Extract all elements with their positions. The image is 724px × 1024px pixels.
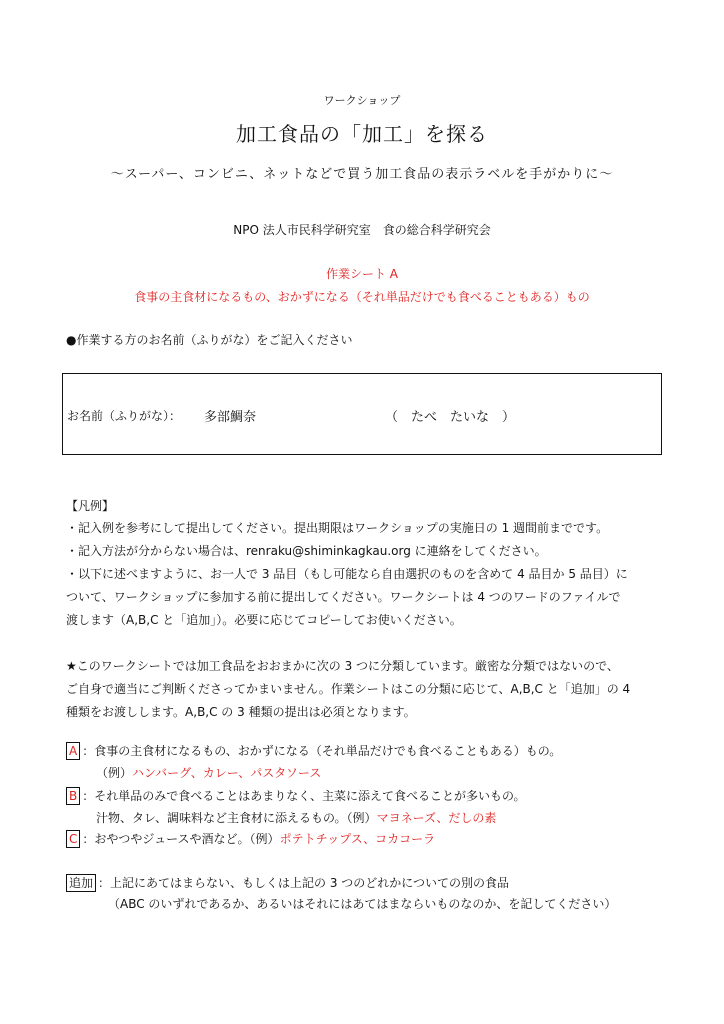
category-a-text: ：食事の主食材になるもの、おかずになる（それ単品だけでも食べることもある）もの。 xyxy=(82,744,562,758)
category-b-line2: 汁物、タレ、調味料など主食材に添えるもの。（例） xyxy=(96,811,377,825)
workshop-kicker: ワークショップ xyxy=(323,94,401,107)
name-box xyxy=(62,373,662,455)
category-extra-text: ：上記にあてはまらない、もしくは上記の 3 つのどれかについての別の食品 xyxy=(98,876,510,890)
classification-line: ★このワークシートでは加工食品をおおまかに次の 3 つに分類しています。厳密な分類ではないので、 xyxy=(66,659,619,673)
category-a-example-items: ハンバーグ、カレー、パスタソース xyxy=(132,766,322,780)
category-b xyxy=(66,786,526,806)
legend-line: ・記入例を参考にして提出してください。提出期限はワークショップの実施日の 1 週間前までです。 xyxy=(66,521,609,535)
name-label: お名前（ふりがな）： xyxy=(67,409,182,423)
category-c-example-items: ポテトチップス、コカコーラ xyxy=(279,832,436,846)
sheet-name: 作業シート A xyxy=(325,267,399,281)
category-c-tag: C xyxy=(66,830,80,848)
legend-heading: 【凡例】 xyxy=(66,499,115,513)
furigana-value[interactable]: （ たべ たいな ） xyxy=(385,410,516,425)
category-a-tag: A xyxy=(66,742,80,760)
category-extra-note: （ABC のいずれであるか、あるいはそれにはあてはまならいものなのか、を記してください） xyxy=(108,897,617,911)
category-a-example xyxy=(96,763,321,783)
page-subtitle: ～スーパー、コンビニ、ネットなどで買う加工食品の表示ラベルを手がかりに～ xyxy=(110,167,614,182)
legend-line: ついて、ワークショップに参加する前に提出してください。ワークシートは 4 つのワードのファイルで xyxy=(66,590,621,604)
organizer: NPO 法人市民科学研究室 食の総合科学研究会 xyxy=(233,223,491,237)
category-b-example xyxy=(96,808,496,828)
example-prefix: （例） xyxy=(96,766,133,780)
classification-line: 種類をお渡しします。A,B,C の 3 種類の提出は必須となります。 xyxy=(66,705,416,719)
name-value[interactable]: 多部鯛奈 xyxy=(204,410,257,425)
classification-line: ご自身で適当にご判断くださってかまいません。作業シートはこの分類に応じて、A,B,C と「追加」の 4 xyxy=(66,682,631,696)
legend-line: ・記入方法が分からない場合は、renraku@shiminkagkau.org に連絡をしてください。 xyxy=(66,544,547,558)
category-b-example-items: マヨネーズ、だしの素 xyxy=(376,811,497,825)
category-a xyxy=(66,741,561,761)
category-c xyxy=(66,829,435,849)
legend-line: ・以下に述べますように、お一人で 3 品目（もし可能なら自由選択のものを含めて 4 品目か 5 品目）に xyxy=(66,567,628,581)
category-b-text: ：それ単品のみで食べることはあまりなく、主菜に添えて食べることが多いもの。 xyxy=(82,789,526,803)
page-title: 加工食品の「加工」を探る xyxy=(236,122,488,146)
category-extra-tag: 追加 xyxy=(66,874,96,892)
category-extra xyxy=(66,873,509,893)
category-b-tag: B xyxy=(66,787,80,805)
category-c-text: ：おやつやジュースや酒など。（例） xyxy=(82,832,280,846)
sheet-description: 食事の主食材になるもの、おかずになる（それ単品だけでも食べることもある）もの xyxy=(134,290,590,304)
legend-line: 渡します（A,B,C と「追加」）。必要に応じてコピーしてお使いください。 xyxy=(66,613,462,627)
name-instruction: ●作業する方のお名前（ふりがな）をご記入ください xyxy=(66,333,353,347)
